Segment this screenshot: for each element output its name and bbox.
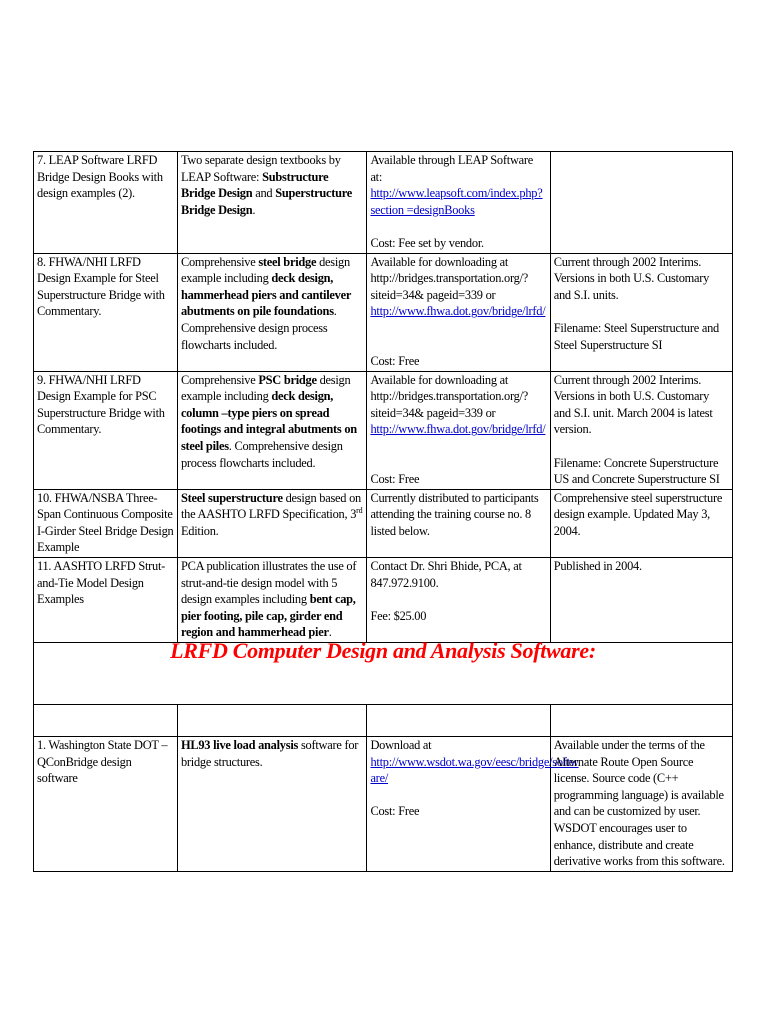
description-bold: Steel superstructure [180,490,283,505]
availability-text: Available for downloading at http://bridges.transportation.org/?siteid=34& pageid=339 or [370,254,529,302]
cost-text: Cost: Free [370,804,420,819]
item-title-cell [34,558,178,643]
description-text: design example including [180,372,351,404]
table-row [34,558,733,643]
table-row [34,371,733,489]
description-bold: Superstructure Bridge Design [180,186,353,217]
item-title: 9. FHWA/NHI LRFD Design Example for PSC Superstructure Bridge with Commentary. [37,372,165,437]
cost-text: Cost: Fee set by vendor. [370,235,484,250]
section-heading-row [34,643,733,705]
item-title-cell [34,152,178,254]
description-text: PCA publication illustrates the use of strut-and-tie design model with 5 design examples including [180,559,357,607]
notes-text: Published in 2004. [553,559,642,574]
fhwa-lrfd-link[interactable]: http://www.fhwa.dot.gov/bridge/lrfd/ [370,304,546,319]
description-cell [177,152,367,254]
notes-text: Current through 2002 Interims. Versions in both U.S. Customary and S.I. units. [553,254,710,302]
description-text: and [252,186,276,201]
notes-cell [550,152,732,254]
description-text: design based on the AASHTO LRFD Specification, 3 [180,490,361,522]
availability-text: Download at [370,738,432,753]
description-text: Comprehensive [180,254,259,269]
section-heading-cell [34,638,733,705]
availability-cell [367,152,550,254]
item-title-cell [34,737,178,872]
item-title: 1. Washington State DOT – QConBridge design software [37,738,168,786]
availability-cell [367,737,579,872]
item-title-cell [34,489,178,557]
description-bold: Substructure Bridge Design [180,169,329,201]
resource-table [33,151,733,872]
availability-text: Contact Dr. Shri Bhide, PCA, at 847.972.9100. [370,559,522,590]
notes-cell [550,558,732,643]
notes-text: Current through 2002 Interims. Versions in both U.S. Customary and S.I. unit. March 2004 is latest version. [553,372,713,437]
description-text: . [328,625,332,640]
filename-text: Filename: Concrete Superstructure US and Concrete Superstructure SI [553,455,720,487]
spacer-cell [177,705,367,737]
description-text: . Comprehensive design process flowcharts included. [180,438,343,470]
description-text: Comprehensive [180,372,259,387]
availability-cell [367,371,550,489]
cost-text: Cost: Free [370,353,420,368]
availability-text: Currently distributed to participants attending the training course no. 8 listed below. [370,490,539,538]
description-text: . Comprehensive design process flowcharts included. [180,304,337,352]
description-text: Edition. [180,523,219,538]
cost-text: Cost: Free [370,471,420,486]
fee-text: Fee: $25.00 [370,608,427,623]
table-row [34,489,733,557]
description-bold: PSC bridge [258,372,317,387]
availability-cell [367,489,550,557]
item-title: 11. AASHTO LRFD Strut-and-Tie Model Design Examples [37,559,166,607]
notes-cell [550,489,732,557]
description-text: Two separate design textbooks by LEAP Software: [180,153,341,184]
fhwa-lrfd-link[interactable]: http://www.fhwa.dot.gov/bridge/lrfd/ [370,422,546,437]
item-title-cell [34,371,178,489]
availability-cell [367,253,550,371]
description-cell [177,489,367,557]
notes-text: Comprehensive steel superstructure design example. Updated May 3, 2004. [553,490,723,538]
description-cell [177,558,367,643]
notes-cell [550,371,732,489]
wsdot-software-link[interactable]: http://www.wsdot.wa.gov/eesc/bridge/softw are/ [370,754,579,786]
superscript-text: rd [356,506,363,516]
description-bold: steel bridge [258,254,317,269]
table-row [34,152,733,254]
description-text: software for bridge structures. [180,738,359,769]
description-text: design example including [180,254,350,286]
description-cell [177,253,367,371]
table-row [34,737,733,872]
item-title: 10. FHWA/NSBA Three-Span Continuous Composite I-Girder Steel Bridge Design Example [37,490,174,555]
description-bold: deck design, hammerhead piers and cantilever abutments on pile foundations [180,271,351,319]
availability-cell [367,558,550,643]
leapsoft-link[interactable]: http://www.leapsoft.com/index.php?section =designBooks [370,186,543,217]
notes-cell [550,253,732,371]
table-row [34,253,733,371]
notes-cell [550,737,732,872]
spacer-cell [34,705,178,737]
spacer-row [34,705,733,737]
description-text: . [252,202,256,217]
description-bold: deck design, column –type piers on spread footings and integral abutments on steel piles [180,389,357,453]
item-title: 7. LEAP Software LRFD Bridge Design Books with design examples (2). [37,153,163,201]
spacer-cell [550,705,732,737]
spacer-cell [367,705,550,737]
availability-text: Available for downloading at http://bridges.transportation.org/?siteid=34& pageid=339 or [370,372,529,420]
filename-text: Filename: Steel Superstructure and Steel Superstructure SI [553,320,719,352]
item-title-cell [34,253,178,371]
description-bold: HL93 live load analysis [180,738,299,753]
description-cell [177,737,367,872]
description-bold: bent cap, pier footing, pile cap, girder end region and hammerhead pier [180,592,356,640]
item-title: 8. FHWA/NHI LRFD Design Example for Steel Superstructure Bridge with Commentary. [37,254,165,319]
description-cell [177,371,367,489]
section-heading: LRFD Computer Design and Analysis Software: [170,638,596,664]
notes-text: Available under the terms of the Alternate Route Open Source license. Source code (C++ programming language) is available and can be customized by user. WSDOT encourages user to enhance, distribute and create derivative works from this software. [553,738,725,869]
availability-text: Available through LEAP Software at: [370,153,534,184]
